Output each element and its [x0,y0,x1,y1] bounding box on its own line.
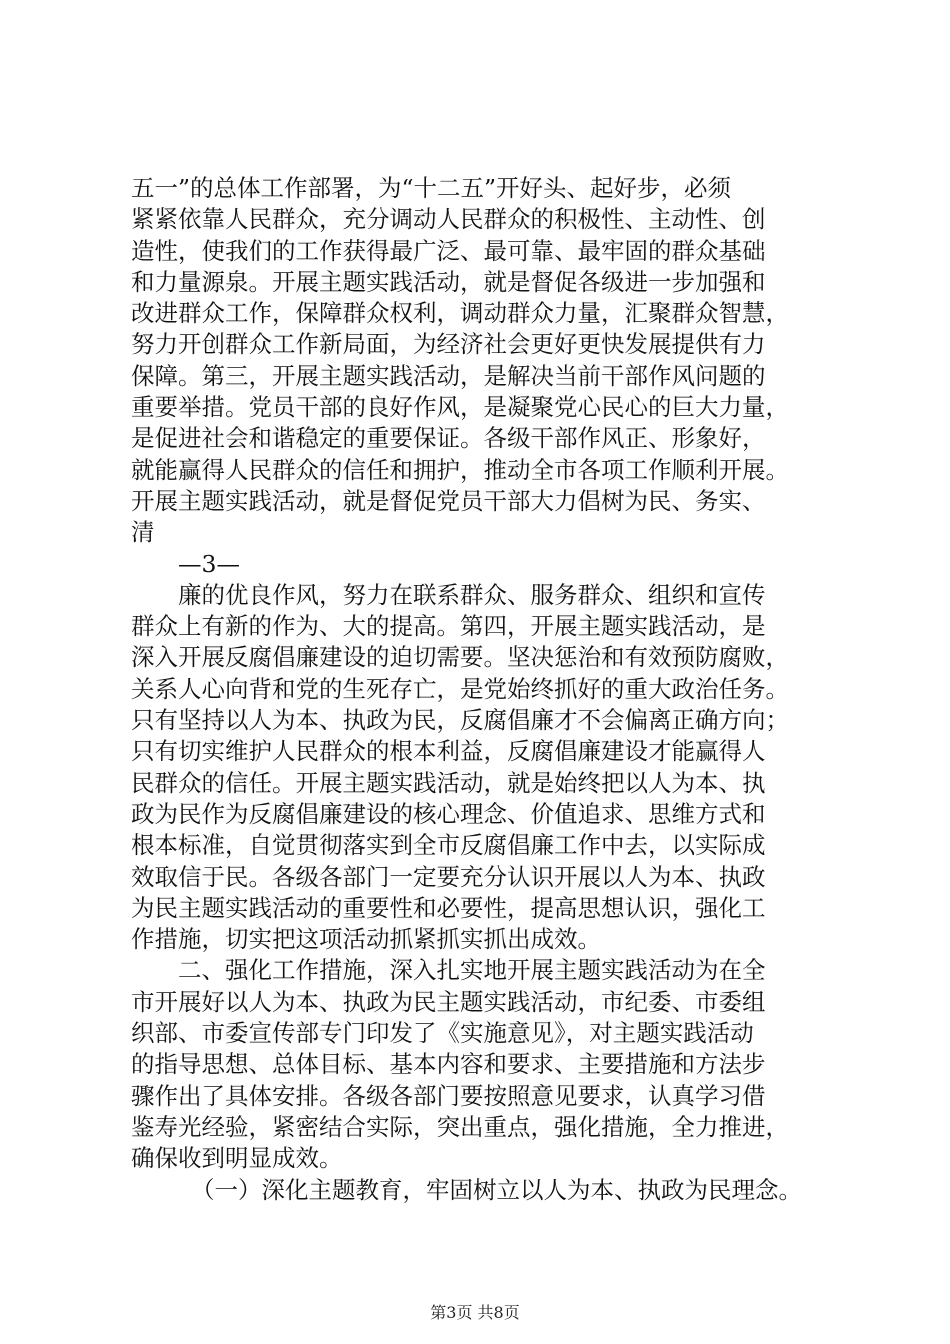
text-line: 努力开创群众工作新局面，为经济社会更好更快发展提供有力 [131,330,766,359]
text-line: 的指导思想、总体目标、基本内容和要求、主要措施和方法步 [131,1050,766,1079]
subsection-heading: （一）深化主题教育，牢固树立以人为本、执政为民理念。 [191,1175,802,1204]
document-body [131,173,855,1206]
text-line: 群众上有新的作为、大的提高。第四，开展主题实践活动，是 [131,612,766,641]
text-line: 廉的优良作风，努力在联系群众、服务群众、组织和宣传 [178,580,766,609]
page-marker: —3— [178,549,240,578]
section-heading: 二、强化工作措施，深入扎实地开展主题实践活动为在全 [178,956,766,985]
page-footer: 第3页 共8页 [430,1303,520,1322]
text-line: 重要举措。党员干部的良好作风，是凝聚党心民心的巨大力量， [131,393,789,422]
text-line: 织部、市委宣传部专门印发了《实施意见》，对主题实践活动 [131,1019,754,1048]
text-line: 效取信于民。各级各部门一定要充分认识开展以人为本、执政 [131,862,766,891]
text-line: 改进群众工作，保障群众权利，调动群众力量，汇聚群众智慧， [131,299,789,328]
text-line: 根本标准，自觉贯彻落实到全市反腐倡廉工作中去，以实际成 [131,831,766,860]
text-line: 清 [131,518,155,547]
text-line: 民群众的信任。开展主题实践活动，就是始终把以人为本、执 [131,768,766,797]
text-line: 是促进社会和谐稳定的重要保证。各级干部作风正、形象好， [131,424,766,453]
text-line: 鉴寿光经验，紧密结合实际，突出重点，强化措施，全力推进， [131,1112,789,1141]
text-line: 为民主题实践活动的重要性和必要性，提高思想认识，强化工 [131,893,766,922]
text-line: 作措施，切实把这项活动抓紧抓实抓出成效。 [131,925,601,954]
text-line: 市开展好以人为本、执政为民主题实践活动，市纪委、市委组 [131,987,766,1016]
text-line: 深入开展反腐倡廉建设的迫切需要。坚决惩治和有效预防腐败， [131,643,789,672]
text-line: 紧紧依靠人民群众，充分调动人民群众的积极性、主动性、创 [131,205,766,234]
text-line: 政为民作为反腐倡廉建设的核心理念、价值追求、思维方式和 [131,799,766,828]
text-line: 五一”的总体工作部署，为“十二五”开好头、起好步，必须 [131,174,732,202]
text-line: 就能赢得人民群众的信任和拥护，推动全市各项工作顺利开展。 [131,455,789,484]
text-line: 造性，使我们的工作获得最广泛、最可靠、最牢固的群众基础 [131,236,766,265]
text-line: 骤作出了具体安排。各级各部门要按照意见要求，认真学习借 [131,1081,766,1110]
text-line: 只有坚持以人为本、执政为民，反腐倡廉才不会偏离正确方向； [131,706,789,735]
text-line: 开展主题实践活动，就是督促党员干部大力倡树为民、务实、 [131,486,766,515]
text-line: 保障。第三，开展主题实践活动，是解决当前干部作风问题的 [131,361,766,390]
text-line: 只有切实维护人民群众的根本利益，反腐倡廉建设才能赢得人 [131,737,766,766]
text-line: 确保收到明显成效。 [131,1144,343,1173]
text-line: 关系人心向背和党的生死存亡，是党始终抓好的重大政治任务。 [131,674,789,703]
text-line: 和力量源泉。开展主题实践活动，就是督促各级进一步加强和 [131,267,766,296]
